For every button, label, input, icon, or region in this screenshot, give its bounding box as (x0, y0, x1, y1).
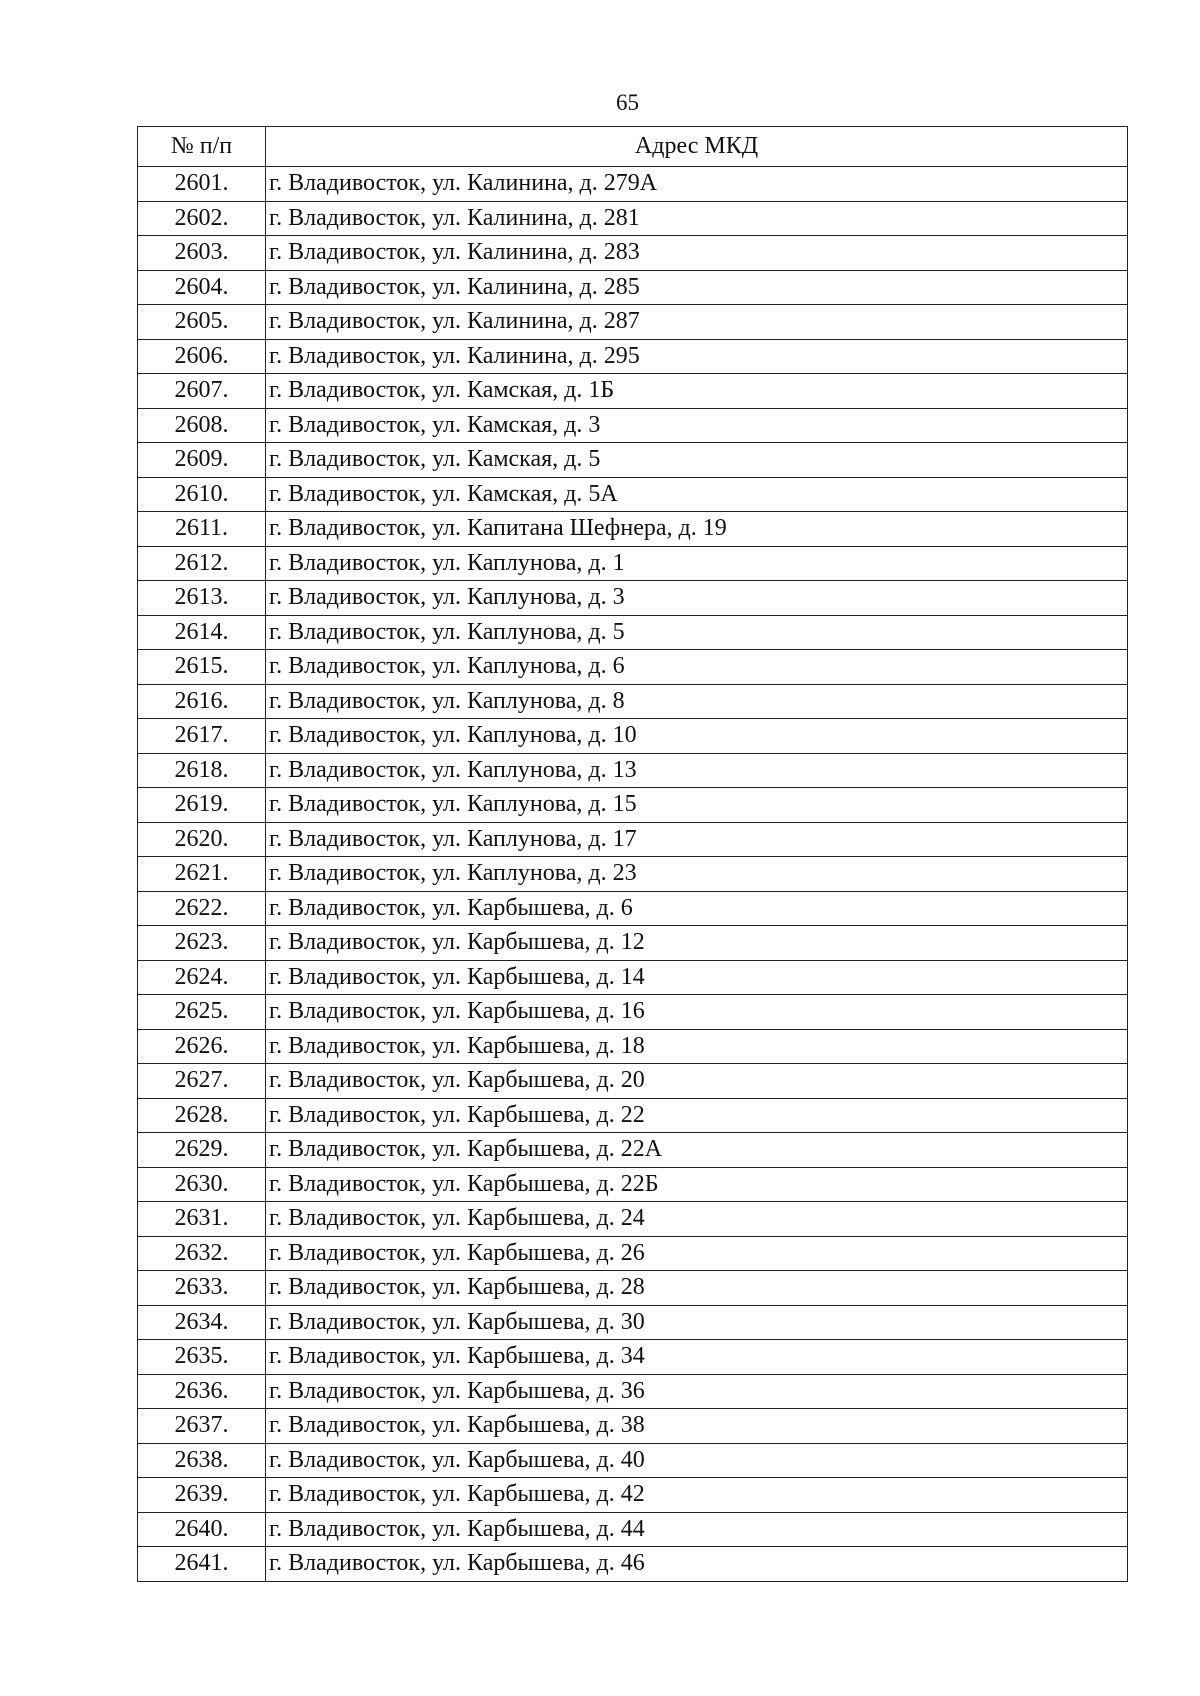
row-address: г. Владивосток, ул. Каплунова, д. 17 (266, 822, 1128, 857)
table-row (138, 1202, 1128, 1237)
row-number: 2602. (138, 201, 266, 236)
row-address: г. Владивосток, ул. Каплунова, д. 8 (266, 684, 1128, 719)
row-number: 2630. (138, 1167, 266, 1202)
row-address: г. Владивосток, ул. Карбышева, д. 28 (266, 1271, 1128, 1306)
table-row (138, 1133, 1128, 1168)
table-row (138, 788, 1128, 823)
row-number: 2634. (138, 1305, 266, 1340)
table-row (138, 1547, 1128, 1582)
table-row (138, 374, 1128, 409)
table-row (138, 167, 1128, 202)
row-number: 2621. (138, 857, 266, 892)
table-row (138, 1340, 1128, 1375)
header-row (138, 127, 1128, 167)
table-row (138, 512, 1128, 547)
table-row (138, 1064, 1128, 1099)
row-number: 2641. (138, 1547, 266, 1582)
table-row (138, 857, 1128, 892)
row-address: г. Владивосток, ул. Калинина, д. 295 (266, 339, 1128, 374)
page-number: 65 (616, 90, 639, 115)
row-number: 2610. (138, 477, 266, 512)
table-row (138, 270, 1128, 305)
row-number: 2614. (138, 615, 266, 650)
row-address: г. Владивосток, ул. Карбышева, д. 34 (266, 1340, 1128, 1375)
row-number: 2629. (138, 1133, 266, 1168)
table-row (138, 1029, 1128, 1064)
table-row (138, 1271, 1128, 1306)
row-number: 2615. (138, 650, 266, 685)
row-address: г. Владивосток, ул. Калинина, д. 285 (266, 270, 1128, 305)
row-number: 2604. (138, 270, 266, 305)
row-address: г. Владивосток, ул. Карбышева, д. 26 (266, 1236, 1128, 1271)
row-address: г. Владивосток, ул. Карбышева, д. 22Б (266, 1167, 1128, 1202)
row-address: г. Владивосток, ул. Карбышева, д. 22 (266, 1098, 1128, 1133)
row-number: 2619. (138, 788, 266, 823)
row-number: 2611. (138, 512, 266, 547)
row-number: 2623. (138, 926, 266, 961)
row-number: 2636. (138, 1374, 266, 1409)
table-row (138, 615, 1128, 650)
table-row (138, 995, 1128, 1030)
table-row (138, 1409, 1128, 1444)
row-address: г. Владивосток, ул. Каплунова, д. 6 (266, 650, 1128, 685)
row-number: 2617. (138, 719, 266, 754)
row-address: г. Владивосток, ул. Карбышева, д. 24 (266, 1202, 1128, 1237)
row-number: 2627. (138, 1064, 266, 1099)
row-address: г. Владивосток, ул. Каплунова, д. 13 (266, 753, 1128, 788)
row-number: 2622. (138, 891, 266, 926)
table-row (138, 1098, 1128, 1133)
row-address: г. Владивосток, ул. Калинина, д. 287 (266, 305, 1128, 340)
table-row (138, 1167, 1128, 1202)
row-number: 2620. (138, 822, 266, 857)
row-number: 2606. (138, 339, 266, 374)
row-number: 2631. (138, 1202, 266, 1237)
row-address: г. Владивосток, ул. Карбышева, д. 42 (266, 1478, 1128, 1513)
row-number: 2607. (138, 374, 266, 409)
row-number: 2633. (138, 1271, 266, 1306)
row-address: г. Владивосток, ул. Карбышева, д. 20 (266, 1064, 1128, 1099)
table-row (138, 201, 1128, 236)
row-address: г. Владивосток, ул. Карбышева, д. 12 (266, 926, 1128, 961)
row-address: г. Владивосток, ул. Камская, д. 1Б (266, 374, 1128, 409)
row-address: г. Владивосток, ул. Камская, д. 5А (266, 477, 1128, 512)
row-address: г. Владивосток, ул. Карбышева, д. 46 (266, 1547, 1128, 1582)
row-address: г. Владивосток, ул. Карбышева, д. 6 (266, 891, 1128, 926)
table-row (138, 822, 1128, 857)
row-number: 2613. (138, 581, 266, 616)
row-address: г. Владивосток, ул. Карбышева, д. 36 (266, 1374, 1128, 1409)
row-number: 2639. (138, 1478, 266, 1513)
row-address: г. Владивосток, ул. Карбышева, д. 40 (266, 1443, 1128, 1478)
row-number: 2608. (138, 408, 266, 443)
row-address: г. Владивосток, ул. Карбышева, д. 22А (266, 1133, 1128, 1168)
table-row (138, 926, 1128, 961)
row-number: 2625. (138, 995, 266, 1030)
table-row (138, 546, 1128, 581)
row-address: г. Владивосток, ул. Карбышева, д. 18 (266, 1029, 1128, 1064)
header-number: № п/п (138, 127, 266, 167)
row-number: 2609. (138, 443, 266, 478)
row-address: г. Владивосток, ул. Камская, д. 5 (266, 443, 1128, 478)
table-row (138, 305, 1128, 340)
row-address: г. Владивосток, ул. Камская, д. 3 (266, 408, 1128, 443)
row-address: г. Владивосток, ул. Каплунова, д. 1 (266, 546, 1128, 581)
table-header (138, 127, 1128, 167)
row-number: 2624. (138, 960, 266, 995)
row-number: 2601. (138, 167, 266, 202)
table-row (138, 236, 1128, 271)
row-number: 2635. (138, 1340, 266, 1375)
mkd-address-table (137, 126, 1128, 1582)
table-row (138, 408, 1128, 443)
table-row (138, 891, 1128, 926)
table-row (138, 1478, 1128, 1513)
row-address: г. Владивосток, ул. Карбышева, д. 38 (266, 1409, 1128, 1444)
row-number: 2637. (138, 1409, 266, 1444)
row-address: г. Владивосток, ул. Капитана Шефнера, д. 19 (266, 512, 1128, 547)
table-row (138, 753, 1128, 788)
row-number: 2616. (138, 684, 266, 719)
row-address: г. Владивосток, ул. Карбышева, д. 14 (266, 960, 1128, 995)
table-row (138, 1305, 1128, 1340)
row-address: г. Владивосток, ул. Калинина, д. 281 (266, 201, 1128, 236)
row-address: г. Владивосток, ул. Карбышева, д. 44 (266, 1512, 1128, 1547)
row-address: г. Владивосток, ул. Калинина, д. 279А (266, 167, 1128, 202)
row-number: 2618. (138, 753, 266, 788)
row-number: 2632. (138, 1236, 266, 1271)
table-row (138, 684, 1128, 719)
row-address: г. Владивосток, ул. Каплунова, д. 5 (266, 615, 1128, 650)
row-number: 2605. (138, 305, 266, 340)
row-address: г. Владивосток, ул. Каплунова, д. 3 (266, 581, 1128, 616)
row-address: г. Владивосток, ул. Каплунова, д. 15 (266, 788, 1128, 823)
header-address: Адрес МКД (266, 127, 1128, 167)
row-address: г. Владивосток, ул. Карбышева, д. 30 (266, 1305, 1128, 1340)
table-row (138, 477, 1128, 512)
row-number: 2640. (138, 1512, 266, 1547)
table-row (138, 339, 1128, 374)
row-number: 2628. (138, 1098, 266, 1133)
row-number: 2626. (138, 1029, 266, 1064)
table-row (138, 581, 1128, 616)
table-row (138, 443, 1128, 478)
row-address: г. Владивосток, ул. Каплунова, д. 23 (266, 857, 1128, 892)
table-row (138, 719, 1128, 754)
row-number: 2603. (138, 236, 266, 271)
table-row (138, 1512, 1128, 1547)
table-row (138, 1374, 1128, 1409)
table-row (138, 1236, 1128, 1271)
row-address: г. Владивосток, ул. Каплунова, д. 10 (266, 719, 1128, 754)
table-row (138, 960, 1128, 995)
row-number: 2612. (138, 546, 266, 581)
table-row (138, 1443, 1128, 1478)
table-body (138, 167, 1128, 1582)
row-address: г. Владивосток, ул. Калинина, д. 283 (266, 236, 1128, 271)
row-address: г. Владивосток, ул. Карбышева, д. 16 (266, 995, 1128, 1030)
row-number: 2638. (138, 1443, 266, 1478)
table-row (138, 650, 1128, 685)
